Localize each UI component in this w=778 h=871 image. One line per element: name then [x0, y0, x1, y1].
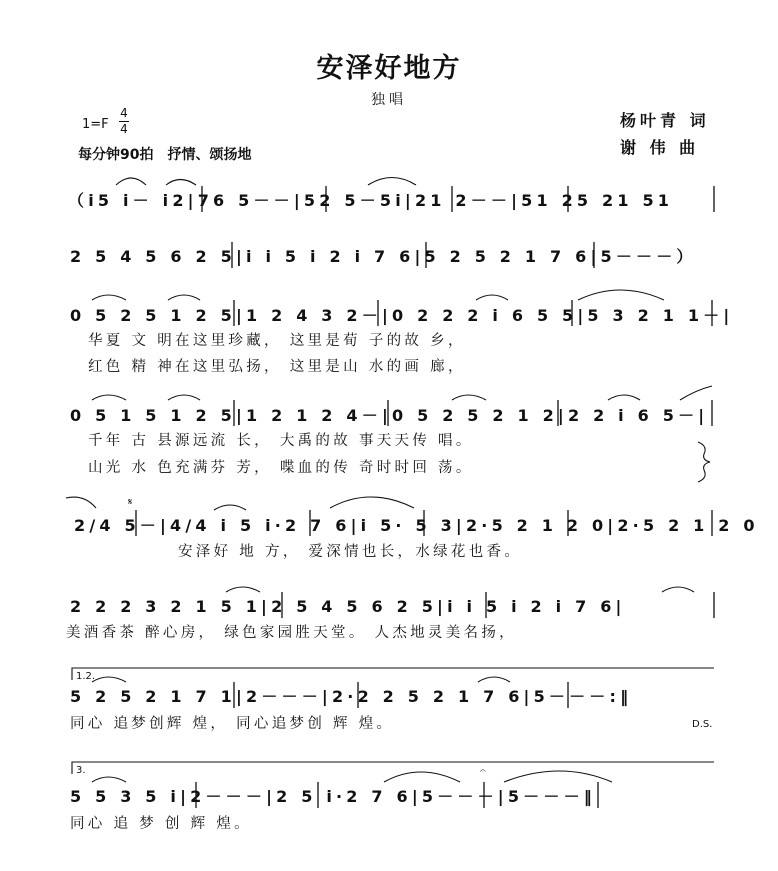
volta-label: 3.: [76, 765, 86, 776]
slur: [680, 386, 712, 400]
notation-line-8: 5 5 3 5 i|2－－－|2 5 i·2 7 6|5－－－|5－－－‖: [70, 787, 596, 806]
lyrics-line-6: 美酒香茶 醉心房， 绿色家园胜天堂。 人杰地灵美名扬，: [66, 625, 517, 641]
page-title: 安泽好地方: [316, 53, 462, 84]
fermata-icon: 𝄐: [480, 766, 486, 777]
slur: [476, 295, 508, 300]
slur: [166, 180, 196, 186]
slur: [116, 178, 146, 185]
slur: [504, 771, 612, 782]
slur: [368, 178, 416, 186]
volta-bracket: [72, 668, 714, 680]
slur: [662, 587, 694, 592]
slur: [214, 505, 246, 510]
notation-line-3: 0 5 2 5 1 2 5|1 2 4 3 2－|0 2 2 2 i 6 5 5|5 3 2 1 1－|: [70, 306, 734, 325]
segno-icon: 𝄋: [128, 497, 133, 508]
volta-bracket: [72, 762, 714, 774]
slur: [608, 395, 640, 400]
volta-label: 1.2.: [76, 671, 96, 682]
dal-segno-mark: D.S.: [692, 719, 713, 730]
notation-line-6: 2 2 2 3 2 1 5 1|2 5 4 5 6 2 5|i i 5 i 2 i 7 6|: [70, 597, 626, 616]
slur: [226, 587, 260, 592]
notation-line-1: （i5 i－ i2|76 5－－|52 5－5i|21 2－－|51 25 21 51: [68, 191, 674, 210]
lyrics-verse-2-line-4: 山光 水 色充满芬 芳， 喋血的传 奇时时回 荡。: [88, 460, 474, 476]
lyrics-verse-1-line-3: 华夏 文 明在这里珍藏， 这里是荀 子的故 乡，: [88, 333, 466, 349]
notation-line-4: 0 5 1 5 1 2 5|1 2 1 2 4－|0 5 2 5 2 1 2|2 2 i 6 5－|: [70, 406, 709, 425]
slur: [168, 395, 200, 400]
notation-line-2: 2 5 4 5 6 2 5|i i 5 i 2 i 7 6|5 2 5 2 1 7 6|5－－－）: [70, 247, 697, 266]
slur: [66, 497, 96, 508]
time-signature-top: 4: [120, 106, 128, 120]
slur: [478, 677, 510, 682]
key-signature: 1=F: [82, 117, 109, 132]
slur: [92, 777, 126, 782]
slur: [452, 395, 486, 400]
notation-line-7: 5 2 5 2 1 7 1|2－－－|2·2 2 5 2 1 7 6|5－－－:‖: [70, 687, 633, 706]
lyrics-line-5: 安泽好 地 方， 爱深情也长，水绿花也香。: [178, 544, 523, 560]
slur: [578, 290, 664, 300]
tempo-marking: 每分钟90拍 抒情、颂扬地: [78, 147, 252, 163]
slur: [92, 677, 126, 682]
lyricist-credit: 杨叶青 词: [620, 111, 710, 130]
slur: [384, 772, 460, 782]
verse-brace: [698, 442, 710, 482]
composer-credit: 谢 伟 曲: [620, 138, 700, 157]
lyrics-verse-2-line-3: 红色 精 神在这里弘扬， 这里是山 水的画 廊，: [88, 359, 466, 375]
slur: [168, 295, 200, 300]
slur: [92, 295, 126, 300]
time-signature-bottom: 4: [120, 122, 128, 136]
lyrics-verse-1-line-4: 千年 古 县源远流 长， 大禹的故 事天天传 唱。: [88, 433, 474, 449]
slur: [330, 497, 414, 508]
lyrics-line-7: 同心 追梦创辉 煌， 同心追梦创 辉 煌。: [70, 716, 395, 732]
subtitle: 独唱: [371, 92, 407, 108]
slur: [92, 395, 126, 400]
lyrics-line-8: 同心 追 梦 创 辉 煌。: [70, 816, 252, 832]
notation-line-5: 2/4 5－|4/4 i 5 i·2 7 6|i 5· 5 3|2·5 2 1 2 0|2·5 2 1 2 0: [74, 516, 759, 535]
